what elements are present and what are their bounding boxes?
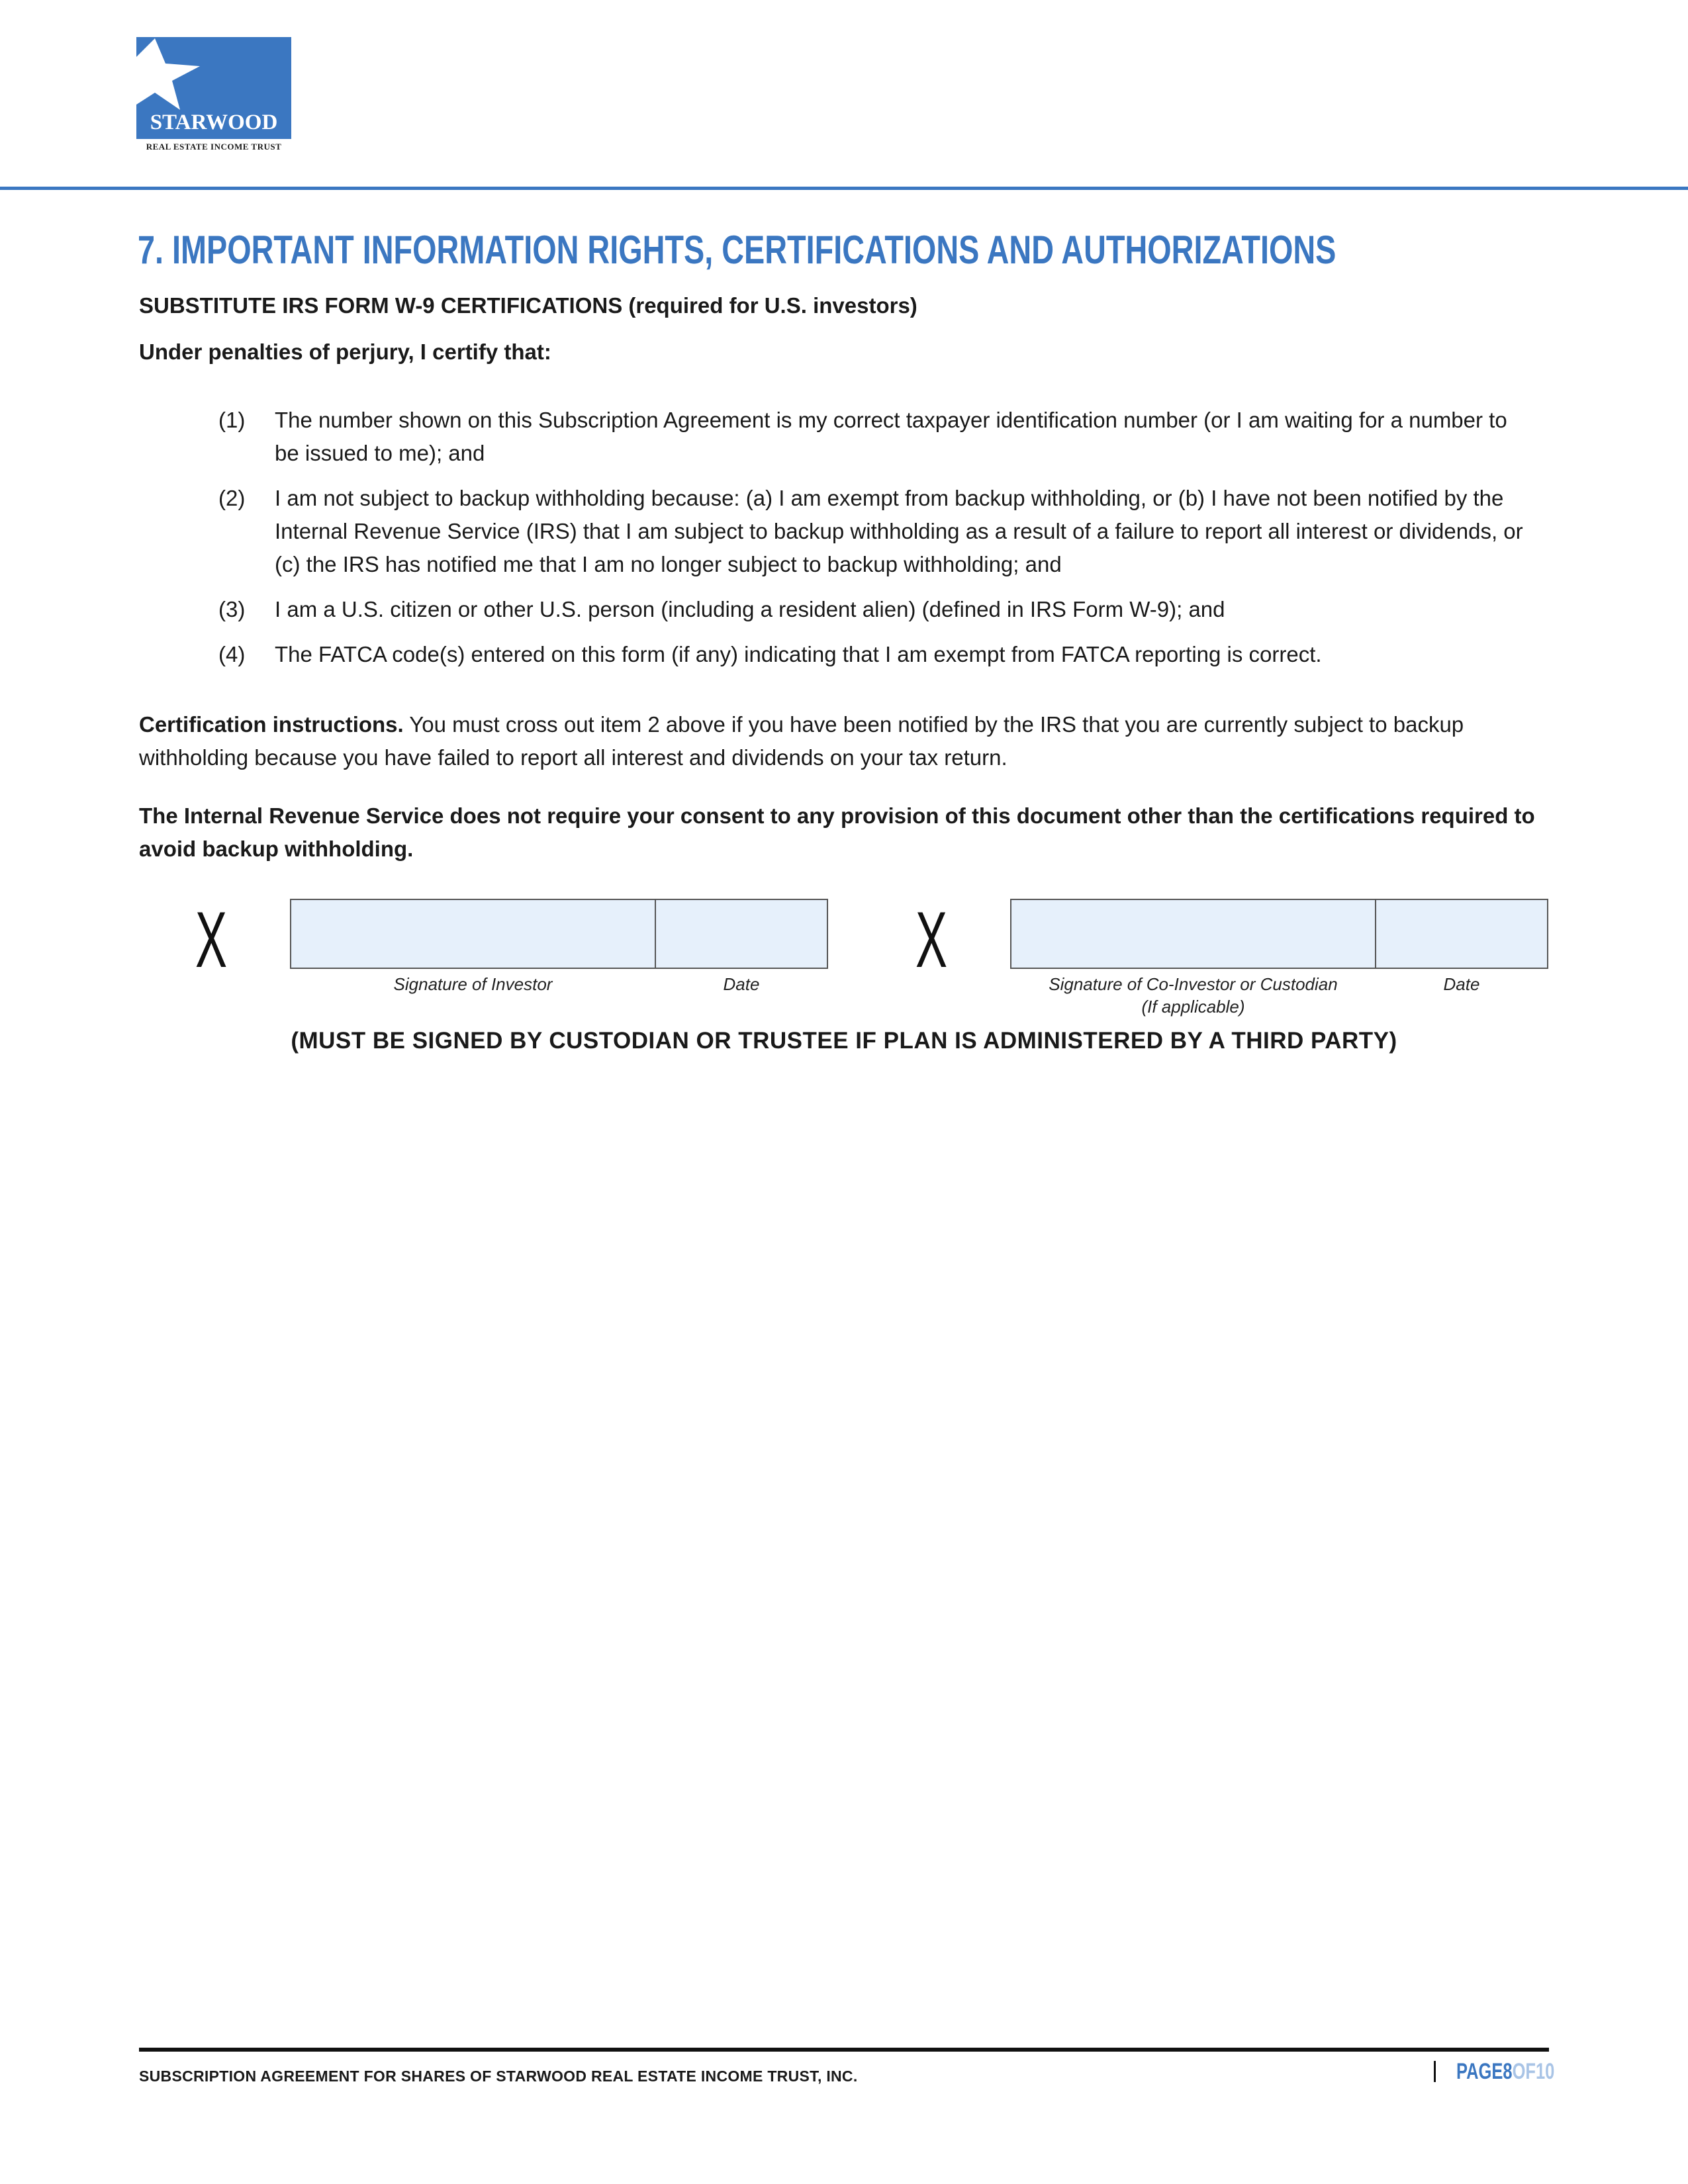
starwood-logo — [136, 37, 291, 154]
w9-subheading: SUBSTITUTE IRS FORM W-9 CERTIFICATIONS (required for U.S. investors) — [139, 293, 917, 318]
footer-divider — [139, 2048, 1549, 2052]
coinvestor-signature-field[interactable] — [1010, 899, 1376, 969]
logo-name: STARWOOD — [150, 111, 278, 134]
coinvestor-date-field[interactable] — [1375, 899, 1548, 969]
certification-text: The number shown on this Subscription Agreement is my correct taxpayer identification number (or I am waiting for a number to be issued to me); and — [275, 408, 1507, 465]
page-separator — [1434, 2061, 1436, 2082]
irs-consent-note: The Internal Revenue Service does not require your consent to any provision of this document other than the certifications required to avoid backup withholding. — [139, 803, 1535, 861]
perjury-intro: Under penalties of perjury, I certify that: — [139, 340, 551, 364]
star-icon — [136, 37, 209, 110]
coinvestor-label-main: Signature of Co-Investor or Custodian — [1049, 974, 1338, 994]
page-of: OF — [1512, 2059, 1536, 2084]
logo-tagline: REAL ESTATE INCOME TRUST — [146, 142, 282, 152]
certification-item[interactable] — [218, 482, 1529, 581]
certification-number: (2) — [218, 486, 246, 510]
instructions-lead: Certification instructions. — [139, 712, 404, 737]
signature-x-mark: X — [915, 895, 948, 984]
investor-signature-field[interactable] — [290, 899, 656, 969]
coinvestor-date-label: Date — [1443, 974, 1480, 994]
investor-date-label: Date — [723, 974, 760, 994]
page-number — [1456, 2057, 1554, 2086]
logo-mark — [136, 37, 291, 139]
signature-x-mark: X — [195, 895, 228, 984]
coinvestor-signature-label — [1010, 973, 1376, 1018]
investor-date-field[interactable] — [655, 899, 828, 969]
certification-number: (3) — [218, 597, 246, 621]
coinvestor-label-sub: (If applicable) — [1141, 997, 1245, 1017]
certification-number: (4) — [218, 642, 246, 666]
page-total: 10 — [1535, 2059, 1555, 2084]
certification-text: I am not subject to backup withholding because: (a) I am exempt from backup withholding, or (b) I have not been notified by the Internal Revenue Service (IRS) that I am subject to backup withholding as a result of a failure to report all interest or dividends, or (c) the IRS has notified me that I am no longer subject to backup withholding; and — [275, 486, 1523, 576]
header-divider — [0, 187, 1688, 190]
section-title: 7. IMPORTANT INFORMATION RIGHTS, CERTIFICATIONS AND AUTHORIZATIONS — [138, 228, 1336, 272]
certification-text: The FATCA code(s) entered on this form (if any) indicating that I am exempt from FATCA reporting is correct. — [275, 642, 1322, 666]
certification-instructions — [139, 708, 1539, 774]
custodian-signature-note: (MUST BE SIGNED BY CUSTODIAN OR TRUSTEE IF PLAN IS ADMINISTERED BY A THIRD PARTY) — [291, 1028, 1397, 1054]
instructions-text: You must cross out item 2 above if you have been notified by the IRS that you are currently subject to backup withholding because you have failed to report all interest and dividends on your tax return. — [139, 712, 1464, 770]
certification-item — [218, 404, 1529, 470]
footer-title: SUBSCRIPTION AGREEMENT FOR SHARES OF STARWOOD REAL ESTATE INCOME TRUST, INC. — [139, 2068, 858, 2085]
certification-list — [218, 404, 1529, 683]
page-current: 8 — [1503, 2059, 1513, 2084]
investor-signature-label: Signature of Investor — [393, 974, 553, 994]
page-label: PAGE — [1456, 2059, 1503, 2084]
certification-number: (1) — [218, 408, 246, 432]
certification-item — [218, 638, 1529, 671]
certification-text: I am a U.S. citizen or other U.S. person (including a resident alien) (defined in IRS Form W-9); and — [275, 597, 1225, 621]
certification-item — [218, 593, 1529, 626]
